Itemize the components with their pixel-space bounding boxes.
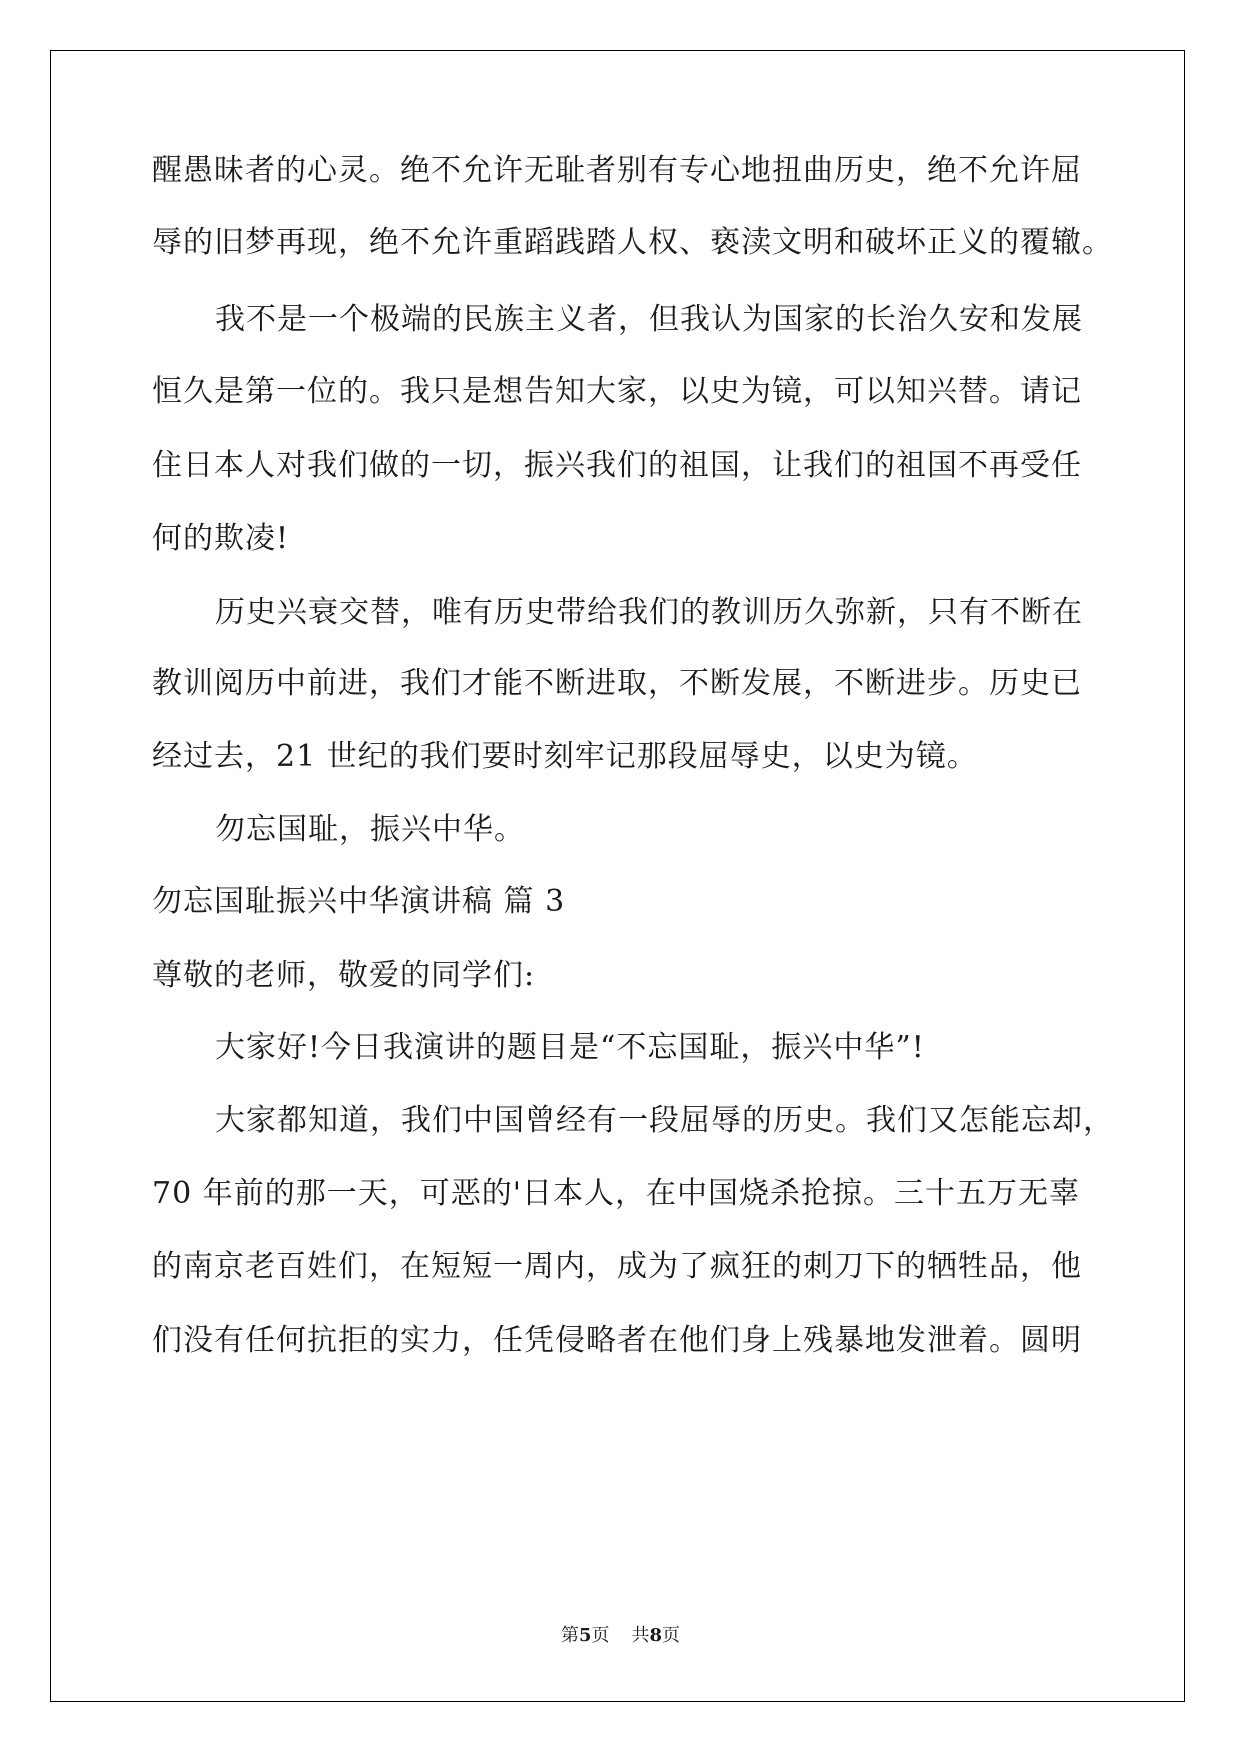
paragraph-first-line: 勿忘国耻，振兴中华。 [215, 812, 525, 847]
total-prefix: 共 [631, 1625, 650, 1646]
page-border [50, 50, 1185, 1702]
paragraph-first-line: 我不是一个极端的民族主义者，但我认为国家的长治久安和发展 [215, 302, 1083, 337]
paragraph-first-line: 大家都知道，我们中国曾经有一段屈辱的历史。我们又怎能忘却， [215, 1103, 1114, 1138]
text-line: 的南京老百姓们，在短短一周内，成为了疯狂的刺刀下的牺牲品，他 [152, 1249, 1082, 1284]
page-suffix: 页 [591, 1625, 610, 1646]
page-prefix: 第 [560, 1625, 579, 1646]
section-heading: 勿忘国耻振兴中华演讲稿 篇 3 [152, 884, 566, 919]
salutation: 尊敬的老师，敬爱的同学们: [152, 958, 536, 993]
text-line: 醒愚昧者的心灵。绝不允许无耻者别有专心地扭曲历史，绝不允许屈 [152, 153, 1082, 188]
text-line: 恒久是第一位的。我只是想告知大家，以史为镜，可以知兴替。请记 [152, 374, 1082, 409]
total-page-number: 8 [649, 1625, 663, 1646]
text-line: 经过去，21 世纪的我们要时刻牢记那段屈辱史，以史为镜。 [152, 739, 978, 774]
page-footer [0, 1625, 1241, 1647]
text-line: 辱的旧梦再现，绝不允许重蹈践踏人权、亵渎文明和破坏正义的覆辙。 [152, 225, 1113, 260]
text-line: 70 年前的那一天，可恶的'日本人，在中国烧杀抢掠。三十五万无辜 [152, 1176, 1080, 1211]
total-suffix: 页 [662, 1625, 681, 1646]
text-line: 们没有任何抗拒的实力，任凭侵略者在他们身上残暴地发泄着。圆明 [152, 1323, 1082, 1358]
current-page-number: 5 [578, 1625, 592, 1646]
text-line: 住日本人对我们做的一切，振兴我们的祖国，让我们的祖国不再受任 [152, 448, 1082, 483]
paragraph-first-line: 历史兴衰交替，唯有历史带给我们的教训历久弥新，只有不断在 [215, 595, 1083, 630]
text-line: 教训阅历中前进，我们才能不断进取，不断发展，不断进步。历史已 [152, 666, 1082, 701]
paragraph-first-line: 大家好!今日我演讲的题目是“不忘国耻，振兴中华”! [215, 1030, 925, 1065]
text-line: 何的欺凌! [152, 521, 290, 556]
